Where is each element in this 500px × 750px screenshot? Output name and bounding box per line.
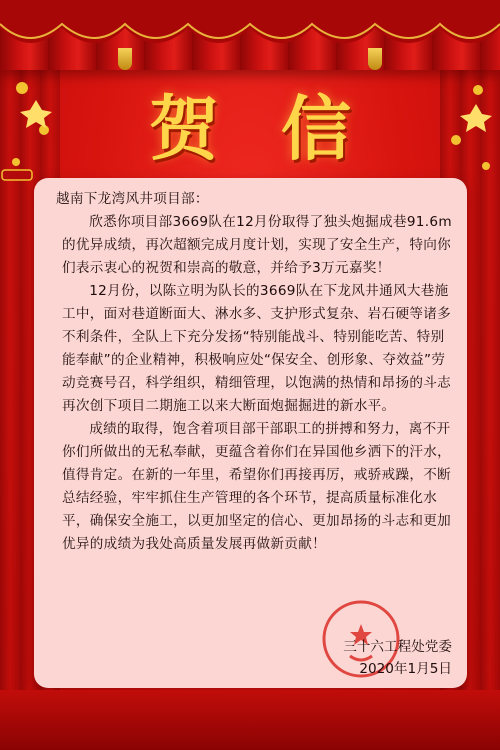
letter-paragraph: 12月份，以陈立明为队长的3669队在下龙风井通风大巷施工中，面对巷道断面大、淋水多、支护形式复杂、岩石硬等诸多不利条件，全队上下充分发扬“特别能战斗、特别能吃苦、特别能奉献”的企业精神，积极响应处“保安全、创形象、夺效益”劳动竞赛号召，科学组织，精细管理，以饱满的热情和昂扬的斗志再次创下项目二期施工以来大断面炮掘掘进的新水平。 xyxy=(62,283,452,414)
letter-body xyxy=(56,188,454,556)
tassel-icon xyxy=(368,48,382,70)
title-char-he: 贺 xyxy=(149,87,219,170)
stage-floor xyxy=(0,690,500,750)
salutation: 越南下龙湾风井项目部： xyxy=(56,191,209,207)
letter-paragraph: 成绩的取得，饱含着项目部干部职工的拼搏和努力，离不开你们所做出的无私奉献，更蕴含着你们在异国他乡洒下的汗水，值得肯定。在新的一年里，希望你们再接再厉，戒骄戒躁，不断总结经验，牢牢抓住生产管理的各个环节，提高质量标准化水平，确保安全施工，以更加坚定的信心、更加昂扬的斗志和更加优异的成绩为我处高质量发展再做新贡献！ xyxy=(62,421,452,552)
signature-date: 2020年1月5日 xyxy=(359,661,452,677)
signature-block xyxy=(343,636,452,680)
letter-paragraph: 欣悉你项目部3669队在12月份取得了独头炮掘成巷91.6m的优异成绩，再次超额完成月度计划，实现了安全生产，特向你们表示衷心的祝贺和崇高的敬意，并给予3万元嘉奖！ xyxy=(62,214,452,276)
signature-organization: 三十六工程处党委 xyxy=(343,639,452,655)
tassel-icon xyxy=(118,48,132,70)
title-char-xin: 信 xyxy=(281,87,351,170)
letter-title xyxy=(0,88,500,170)
curtain-valance xyxy=(0,0,500,60)
